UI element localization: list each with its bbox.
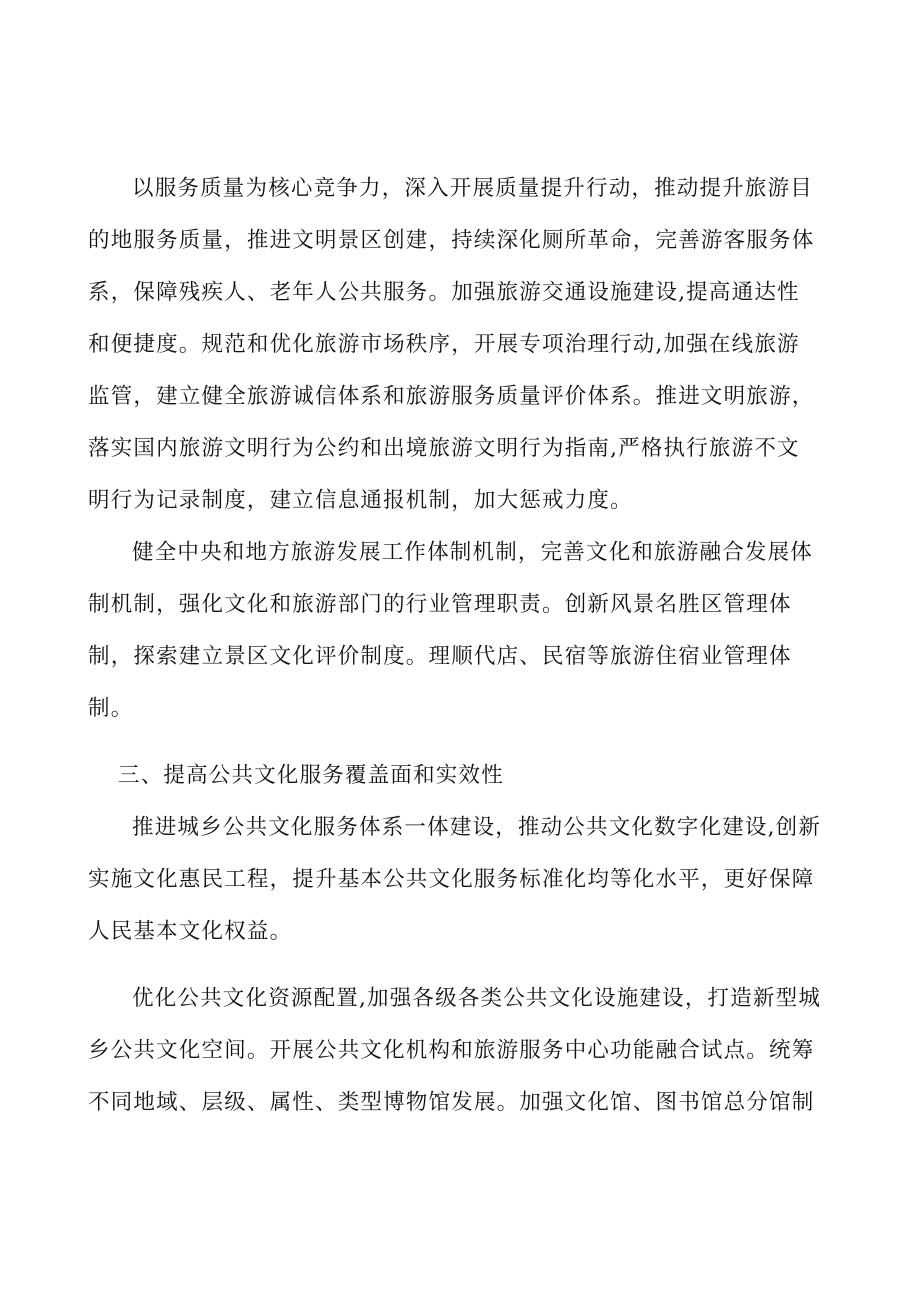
paragraph-line: 乡公共文化空间。开展公共文化机构和旅游服务中心功能融合试点。统筹 [88,1038,815,1063]
paragraph-line: 落实国内旅游文明行为公约和出境旅游文明行为指南,严格执行旅游不文 [88,436,800,461]
paragraph-line: 制。 [88,696,134,721]
paragraph-line: 制机制，强化文化和旅游部门的行业管理职责。创新风景名胜区管理体 [88,592,792,617]
paragraph-line: 制，探索建立景区文化评价制度。理顺代店、民宿等旅游住宿业管理体 [88,644,792,669]
paragraph-line: 实施文化惠民工程，提升基本公共文化服务标准化均等化水平，更好保障 [88,867,815,892]
paragraph-line: 推进城乡公共文化服务体系一体建设，推动公共文化数字化建设,创新 [132,815,822,840]
paragraph-line: 的地服务质量，推进文明景区创建，持续深化厕所革命，完善游客服务体 [88,228,815,253]
paragraph-line: 人民基本文化权益。 [88,919,293,944]
paragraph-line: 系，保障残疾人、老年人公共服务。加强旅游交通设施建设,提高通达性 [88,280,800,305]
paragraph-line: 和便捷度。规范和优化旅游市场秩序，开展专项治理行动,加强在线旅游 [88,332,800,357]
paragraph-line: 明行为记录制度，建立信息通报机制，加大惩戒力度。 [88,488,633,513]
paragraph-line: 以服务质量为核心竞争力，深入开展质量提升行动，推动提升旅游目 [132,176,814,201]
paragraph-line: 优化公共文化资源配置,加强各级各类公共文化设施建设，打造新型城 [132,986,822,1011]
paragraph-line: 不同地域、层级、属性、类型博物馆发展。加强文化馆、图书馆总分馆制 [88,1090,815,1115]
section-heading-text: 三、提高公共文化服务覆盖面和实效性 [118,763,504,788]
paragraph-line: 监管，建立健全旅游诚信体系和旅游服务质量评价体系。推进文明旅游， [88,384,815,409]
paragraph-line: 健全中央和地方旅游发展工作体制机制，完善文化和旅游融合发展体 [132,540,814,565]
